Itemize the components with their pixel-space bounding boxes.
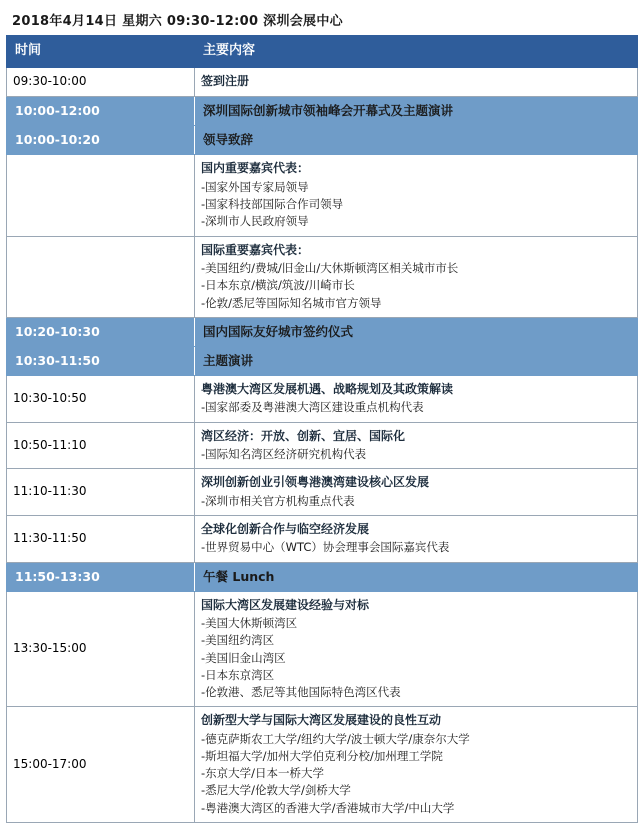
row-content-title: 国内国际友好城市签约仪式 [203, 323, 354, 339]
row-content-line: -美国大休斯顿湾区 [201, 616, 298, 631]
row-content-line: -美国旧金山湾区 [201, 650, 286, 665]
row-content-line: -日本东京/横滨/筑波/川崎市长 [201, 278, 355, 293]
row-content-title: 粤港澳大湾区发展机遇、战略规划及其政策解读 [201, 382, 454, 397]
row-content [195, 236, 638, 317]
table-row [7, 236, 638, 317]
row-content [195, 707, 638, 823]
row-content [195, 469, 638, 516]
row-content-title: 国内重要嘉宾代表： [201, 161, 310, 176]
column-header-time: 时间 [7, 36, 195, 68]
row-content-line: -深圳市相关官方机构重点代表 [201, 493, 355, 508]
row-time [7, 155, 195, 236]
row-time: 11:10-11:30 [7, 469, 195, 516]
table-row [7, 422, 638, 469]
page-title: 2018年4月14日 星期六 09:30-12:00 深圳会展中心 [12, 14, 343, 29]
row-time: 10:30-11:50 [7, 346, 195, 375]
row-content-line: -日本东京湾区 [201, 667, 275, 682]
table-row [7, 469, 638, 516]
row-content [195, 346, 638, 375]
row-content-title: 湾区经济：开放、创新、宜居、国际化 [201, 428, 406, 443]
table-row [7, 126, 638, 155]
row-content-line: -斯坦福大学/加州大学伯克利分校/加州理工学院 [201, 748, 443, 763]
row-content-line: -国际知名湾区经济研究机构代表 [201, 447, 367, 462]
row-content-title: 主题演讲 [203, 352, 254, 368]
row-content-title: 国际大湾区发展建设经验与对标 [201, 597, 370, 612]
row-content-title: 全球化创新合作与临空经济发展 [201, 521, 370, 536]
row-content-title: 深圳国际创新城市领袖峰会开幕式及主题演讲 [203, 103, 454, 119]
row-content-title: 签到注册 [201, 73, 250, 88]
row-time [7, 236, 195, 317]
row-time: 09:30-10:00 [7, 67, 195, 96]
row-content-title: 国际重要嘉宾代表： [201, 242, 310, 257]
row-content [195, 126, 638, 155]
row-content-line: -国家外国专家局领导 [201, 179, 309, 194]
row-content-line: -德克萨斯农工大学/纽约大学/波士顿大学/康奈尔大学 [201, 731, 470, 746]
row-time: 10:30-10:50 [7, 376, 195, 423]
row-content-line: -美国纽约湾区 [201, 633, 275, 648]
row-content-line: -深圳市人民政府领导 [201, 214, 309, 229]
table-row [7, 67, 638, 96]
schedule-table [6, 35, 638, 823]
row-content-line: -美国纽约/费城/旧金山/大休斯顿湾区相关城市市长 [201, 261, 459, 276]
table-row [7, 376, 638, 423]
row-content-title: 领导致辞 [203, 132, 254, 148]
row-content-line: -伦敦/悉尼等国际知名城市官方领导 [201, 295, 382, 310]
row-content-line: -世界贸易中心（WTC）协会理事会国际嘉宾代表 [201, 540, 450, 555]
row-content-line: -悉尼大学/伦敦大学/剑桥大学 [201, 783, 351, 798]
row-content [195, 515, 638, 562]
row-content-line: -伦敦港、悉尼等其他国际特色湾区代表 [201, 685, 401, 700]
row-content [195, 591, 638, 707]
row-content [195, 562, 638, 591]
table-row [7, 562, 638, 591]
row-time: 11:30-11:50 [7, 515, 195, 562]
table-row [7, 317, 638, 346]
table-body [7, 36, 638, 823]
row-time: 10:00-10:20 [7, 126, 195, 155]
row-content-line: -国家部委及粤港澳大湾区建设重点机构代表 [201, 400, 424, 415]
table-row [7, 346, 638, 375]
row-content [195, 422, 638, 469]
row-content-line: -东京大学/日本一桥大学 [201, 766, 325, 781]
table-row [7, 707, 638, 823]
row-time: 15:00-17:00 [7, 707, 195, 823]
row-time: 10:20-10:30 [7, 317, 195, 346]
row-content-line: -国家科技部国际合作司领导 [201, 197, 344, 212]
row-content [195, 155, 638, 236]
table-row [7, 591, 638, 707]
row-content [195, 317, 638, 346]
row-content [195, 376, 638, 423]
row-time: 10:50-11:10 [7, 422, 195, 469]
row-content [195, 67, 638, 96]
row-time: 10:00-12:00 [7, 97, 195, 126]
row-time: 11:50-13:30 [7, 562, 195, 591]
row-content-title: 深圳创新创业引领粤港澳湾建设核心区发展 [201, 475, 430, 490]
table-row [7, 515, 638, 562]
column-header-content: 主要内容 [195, 36, 638, 68]
row-time: 13:30-15:00 [7, 591, 195, 707]
row-content-title: 午餐 Lunch [203, 568, 275, 584]
row-content [195, 97, 638, 126]
table-header-row [7, 36, 638, 68]
row-content-line: -粤港澳大湾区的香港大学/香港城市大学/中山大学 [201, 800, 455, 815]
table-row [7, 97, 638, 126]
table-row [7, 155, 638, 236]
row-content-title: 创新型大学与国际大湾区发展建设的良性互动 [201, 713, 442, 728]
